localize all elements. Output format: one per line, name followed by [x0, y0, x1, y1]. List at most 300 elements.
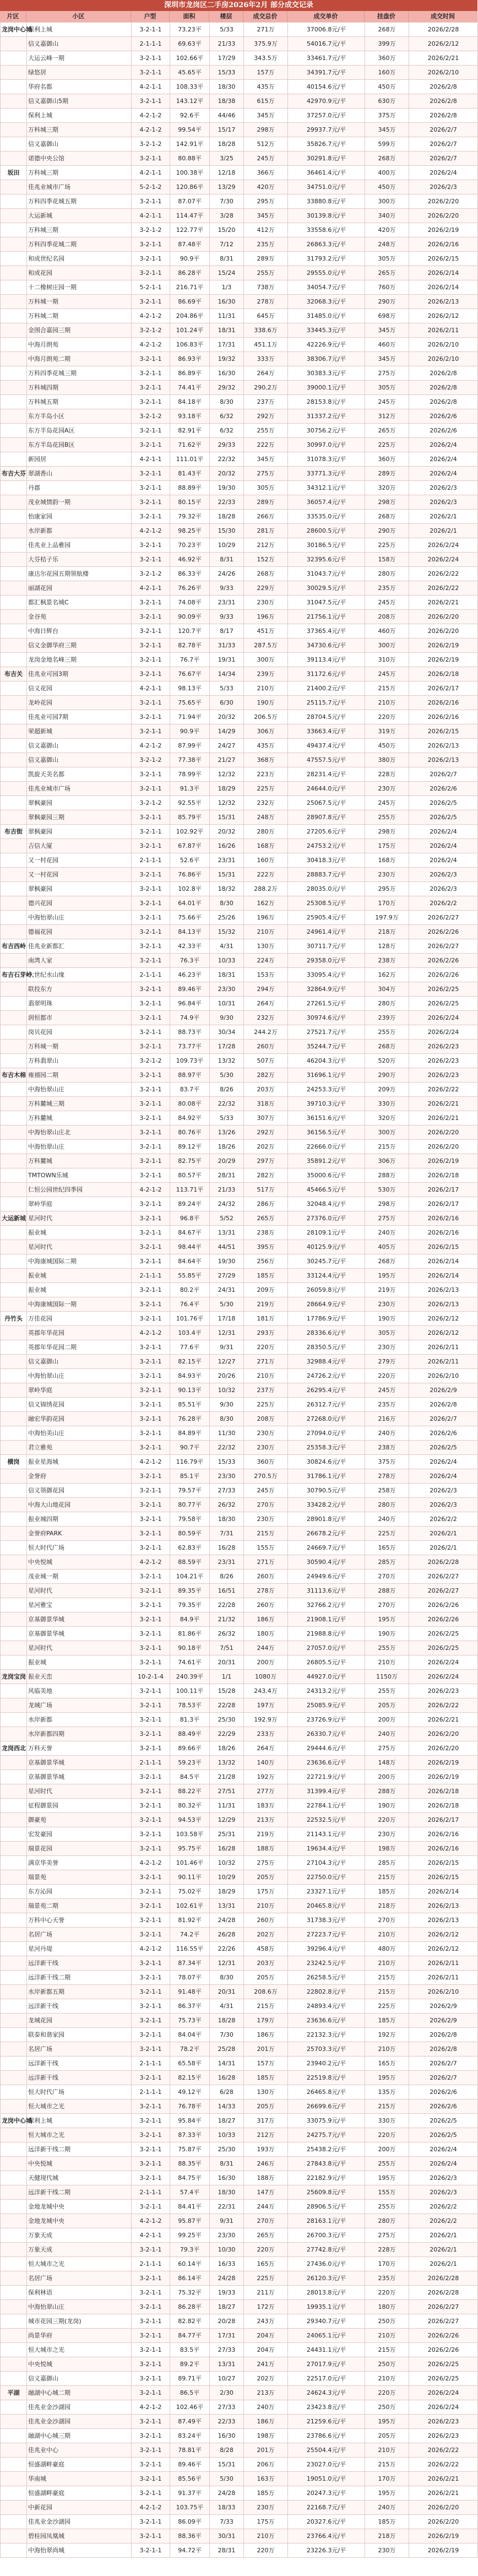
table-cell: 4-2-1-1 [132, 681, 170, 696]
table-cell: 271万 [244, 1555, 288, 1570]
table-cell: 186万 [244, 2028, 288, 2042]
table-cell: 2026/2/20 [409, 1741, 478, 1756]
table-cell: 255万 [244, 424, 288, 438]
table-cell: 31786.1元/平 [288, 1469, 365, 1484]
table-row [1, 825, 478, 839]
table-row [1, 424, 478, 438]
table-cell: 27521.7元/平 [288, 1025, 365, 1040]
table-cell: 88.35平 [170, 2157, 210, 2171]
table-cell [1, 266, 27, 280]
table-cell: 3-2-1-1 [132, 438, 170, 452]
table-cell: 195万 [365, 2415, 409, 2429]
table-cell: 102.92平 [170, 825, 210, 839]
table-cell [1, 2057, 27, 2071]
table-cell: 3-2-1-1 [132, 23, 170, 37]
table-cell: 20/32 [210, 825, 244, 839]
table-cell [1, 1856, 27, 1870]
table-cell: 255万 [365, 2157, 409, 2171]
table-cell: 82.91平 [170, 424, 210, 438]
table-cell: 80.77平 [170, 1498, 210, 1512]
table-row [1, 724, 478, 739]
table-cell [1, 2486, 27, 2501]
table-cell: 22/28 [210, 1598, 244, 1612]
table-cell: 21/32 [210, 1612, 244, 1627]
table-cell: 205万 [244, 2099, 288, 2114]
table-cell: 4-2-1-1 [132, 452, 170, 467]
table-cell: 89.71平 [170, 2372, 210, 2386]
table-row [1, 1698, 478, 1713]
table-cell: 15/30 [210, 524, 244, 538]
table-cell: 2026/2/1 [409, 524, 478, 538]
table-cell: 82.15平 [170, 1355, 210, 1369]
table-cell: 29358.0元/平 [288, 954, 365, 968]
table-cell: 恒大城市之光 [27, 2099, 132, 2114]
table-row [1, 2286, 478, 2300]
table-cell: 27104.3元/平 [288, 1856, 365, 1870]
table-cell: 3-2-1-1 [132, 151, 170, 166]
table-cell: 292万 [244, 1125, 288, 1140]
table-cell: 19/33 [210, 2286, 244, 2300]
table-cell: 康达尔花园五期领航楼 [27, 567, 132, 581]
table-cell: 星河雅宝 [27, 1598, 132, 1612]
table-cell: 54016.7元/平 [288, 37, 365, 51]
table-cell: 3-2-1-1 [132, 1770, 170, 1784]
table-cell: 2-1-1-1 [132, 2085, 170, 2099]
table-cell: 3-2-1-1 [132, 896, 170, 911]
table-cell [1, 2243, 27, 2257]
table-cell: 268万 [365, 510, 409, 524]
table-cell: 京基御景华城 [27, 1770, 132, 1784]
table-cell: 中新花园 [27, 2501, 132, 2515]
table-cell: 2026/2/3 [409, 481, 478, 495]
table-cell: 192万 [365, 2028, 409, 2042]
table-row [1, 438, 478, 452]
table-cell: 26120.3元/平 [288, 2271, 365, 2286]
table-cell: 中海怡翠山庄 [27, 1083, 132, 1097]
table-cell: 2026/2/21 [409, 2472, 478, 2486]
table-cell: 8/30 [210, 1971, 244, 1985]
table-cell: 202万 [244, 1928, 288, 1942]
table-cell: 2026/2/4 [409, 825, 478, 839]
table-cell: 25115.7元/平 [288, 696, 365, 710]
table-cell [1, 1040, 27, 1054]
table-cell: 288万 [365, 1168, 409, 1183]
table-cell [1, 1713, 27, 1727]
table-row [1, 2114, 478, 2128]
table-cell: 丹竹头 [1, 1312, 27, 1326]
table-cell: 213万 [244, 2386, 288, 2400]
table-row [1, 1426, 478, 1441]
table-cell: 3-2-1-1 [132, 2472, 170, 2486]
table-cell: 197万 [244, 1698, 288, 1713]
table-cell: 193万 [244, 2142, 288, 2157]
table-cell: 4/31 [210, 1999, 244, 2014]
table-cell: 2026/2/4 [409, 452, 478, 467]
table-cell: 3-2-1-1 [132, 1240, 170, 1254]
table-cell: 10-2-1-4 [132, 1670, 170, 1684]
table-cell: 吉信大厦 [27, 839, 132, 853]
table-row [1, 739, 478, 753]
table-cell: 240万 [365, 1512, 409, 1527]
table-cell: 240.39平 [170, 1670, 210, 1684]
table-cell [1, 638, 27, 653]
table-cell: 17/31 [210, 2329, 244, 2343]
table-cell [1, 2200, 27, 2214]
table-cell: 255万 [365, 1641, 409, 1655]
table-cell: 185万 [244, 2486, 288, 2501]
table-row [1, 1584, 478, 1598]
table-cell: 90.9平 [170, 724, 210, 739]
table-cell: 458万 [244, 1942, 288, 1956]
table-row [1, 696, 478, 710]
table-cell: 298万 [365, 1197, 409, 1211]
table-cell [1, 1426, 27, 1441]
table-row [1, 2214, 478, 2228]
table-row [1, 1570, 478, 1584]
table-cell: 31113.6元/平 [288, 1584, 365, 1598]
table-cell: 3-2-1-1 [132, 1312, 170, 1326]
table-cell: 名居广场 [27, 1928, 132, 1942]
table-cell: 4-2-1-2 [132, 1555, 170, 1570]
table-cell: 万科城三期 [27, 166, 132, 180]
table-cell: 18/30 [210, 80, 244, 94]
table-cell: 4-2-1-1 [132, 581, 170, 596]
table-cell: 2026/2/14 [409, 1254, 478, 1269]
table-cell: 74.9平 [170, 1011, 210, 1025]
table-cell: 238万 [244, 1226, 288, 1240]
table-cell: 2026/2/23 [409, 1054, 478, 1068]
table-cell [1, 1226, 27, 1240]
table-cell: 268万 [365, 23, 409, 37]
table-cell: 2026/2/15 [409, 1856, 478, 1870]
table-cell: 345万 [244, 452, 288, 467]
table-cell: 7/30 [210, 194, 244, 209]
table-cell: 3-2-1-1 [132, 1612, 170, 1627]
table-cell: 3-2-1-1 [132, 94, 170, 109]
table-cell: 10/27 [210, 2372, 244, 2386]
table-cell [1, 925, 27, 939]
table-cell: 90.09平 [170, 610, 210, 624]
table-cell: 布吉石芽岭 [1, 968, 27, 982]
table-cell: 3-2-1-1 [132, 2429, 170, 2443]
table-cell: 28350.5元/平 [288, 1340, 365, 1355]
table-cell [1, 1942, 27, 1956]
table-cell: 24644.0元/平 [288, 782, 365, 796]
table-cell: 148万 [365, 1756, 409, 1770]
table-cell: 3-2-1-1 [132, 1484, 170, 1498]
table-cell: 3-2-1-1 [132, 1641, 170, 1655]
table-cell: 232万 [244, 1011, 288, 1025]
table-row [1, 1197, 478, 1211]
table-cell: 28664.9元/平 [288, 1297, 365, 1312]
table-cell: 21756.1元/平 [288, 610, 365, 624]
table-cell [1, 1756, 27, 1770]
table-cell: 128万 [365, 939, 409, 954]
table-cell: 2026/2/5 [409, 1441, 478, 1455]
table-cell: 225万 [365, 1527, 409, 1541]
table-row [1, 653, 478, 667]
table-cell: 3-2-1-1 [132, 1412, 170, 1426]
table-cell: 290万 [365, 524, 409, 538]
table-cell: 3-2-1-1 [132, 1684, 170, 1698]
table-cell: 47557.5元/平 [288, 753, 365, 767]
table-cell: 3-2-1-1 [132, 2343, 170, 2357]
table-cell: 195万 [365, 2071, 409, 2085]
table-cell [1, 352, 27, 366]
table-cell [1, 194, 27, 209]
table-row [1, 1727, 478, 1741]
table-cell: 220万 [365, 710, 409, 724]
table-cell: 80.57平 [170, 1168, 210, 1183]
table-cell: 27017.9元/平 [288, 2357, 365, 2372]
table-cell: 102.8平 [170, 882, 210, 896]
table-cell: 165万 [365, 2057, 409, 2071]
table-cell: 343.5万 [244, 51, 288, 66]
table-cell: 3-2-1-1 [132, 1140, 170, 1154]
table-cell: 26/32 [210, 1627, 244, 1641]
column-header: 小区 [26, 11, 131, 22]
table-cell: 2026/2/11 [409, 1355, 478, 1369]
table-cell: 3-2-1-1 [132, 1913, 170, 1928]
table-cell: 23327.1元/平 [288, 1885, 365, 1899]
table-cell: 2026/2/7 [409, 123, 478, 137]
table-cell: 210万 [244, 1899, 288, 1913]
table-cell: 2026/2/13 [409, 753, 478, 767]
table-cell: 412万 [244, 223, 288, 237]
table-cell: 220万 [365, 1369, 409, 1383]
table-row [1, 667, 478, 681]
table-cell: 162万 [244, 896, 288, 911]
table-cell [1, 1770, 27, 1784]
table-cell: 4-2-1-1 [132, 166, 170, 180]
table-row [1, 280, 478, 295]
table-cell: 30756.2元/平 [288, 424, 365, 438]
table-cell: 108.33平 [170, 80, 210, 94]
table-cell: 26699.6元/平 [288, 2099, 365, 2114]
table-cell: 2026/2/18 [409, 667, 478, 681]
table-cell: 2026/2/20 [409, 194, 478, 209]
table-cell [1, 610, 27, 624]
table-cell: 181万 [244, 1312, 288, 1326]
table-row [1, 209, 478, 223]
table-cell: 3-2-1-1 [132, 266, 170, 280]
table-cell: 88.49平 [170, 1727, 210, 1741]
table-cell: 185万 [365, 1885, 409, 1899]
table-cell: 19/30 [210, 1254, 244, 1269]
table-cell: 13/32 [210, 1054, 244, 1068]
table-row [1, 2200, 478, 2214]
table-cell: 2026/2/19 [409, 638, 478, 653]
table-cell: 18/31 [210, 968, 244, 982]
table-row [1, 1111, 478, 1125]
table-cell: 244.2万 [244, 1025, 288, 1040]
table-cell: 270万 [244, 2214, 288, 2228]
table-cell: 2026/2/21 [409, 596, 478, 610]
table-cell: 84.77平 [170, 2329, 210, 2343]
table-cell: 17/28 [210, 1040, 244, 1054]
table-row [1, 2057, 478, 2071]
table-cell: 2026/2/21 [409, 1713, 478, 1727]
table-cell: 京基御景华城 [27, 1627, 132, 1641]
table-cell [1, 581, 27, 596]
table-cell: 2026/2/3 [409, 868, 478, 882]
table-cell [1, 1369, 27, 1383]
table-cell: 16/30 [210, 366, 244, 381]
table-cell: 翠岭华庭 [27, 1383, 132, 1398]
table-cell: 270.5万 [244, 1469, 288, 1484]
table-cell: 23/31 [210, 1555, 244, 1570]
table-cell: 435万 [244, 80, 288, 94]
table-cell [1, 1870, 27, 1885]
table-cell: 2026/2/18 [409, 1799, 478, 1813]
table-cell: 45466.5元/平 [288, 1183, 365, 1197]
table-cell: 88.73平 [170, 1025, 210, 1040]
table-cell: 340万 [365, 209, 409, 223]
table-row [1, 309, 478, 323]
table-cell: 2026/2/13 [409, 1297, 478, 1312]
table-cell: 130万 [244, 2085, 288, 2099]
table-cell: 2026/2/24 [409, 1011, 478, 1025]
table-cell: 2026/2/21 [409, 51, 478, 66]
table-cell: 25703.3元/平 [288, 2042, 365, 2057]
table-cell: 22/33 [210, 495, 244, 510]
table-cell: 82.15平 [170, 2071, 210, 2085]
table-cell: 305万 [365, 252, 409, 266]
table-cell: 3-2-1-2 [132, 409, 170, 424]
table-cell: 203万 [244, 1083, 288, 1097]
table-cell: 275万 [365, 2228, 409, 2243]
table-cell: 2026/2/1 [409, 2243, 478, 2257]
table-cell: 平湖 [1, 2386, 27, 2400]
table-cell: 23423.8元/平 [288, 2400, 365, 2415]
column-header: 成交单价 [287, 11, 365, 22]
table-row [1, 1355, 478, 1369]
table-row [1, 2157, 478, 2171]
table-cell: 30291.8元/平 [288, 151, 365, 166]
table-cell: 114.47平 [170, 209, 210, 223]
table-cell: 2026/2/26 [409, 954, 478, 968]
table-cell: 615万 [244, 94, 288, 109]
table-cell: 245万 [244, 1484, 288, 1498]
table-cell: 2026/2/16 [409, 696, 478, 710]
table-cell: 3-2-1-1 [132, 481, 170, 495]
table-cell: 22519.8元/平 [288, 2071, 365, 2085]
table-cell: 152万 [244, 553, 288, 567]
table-cell: 198万 [365, 1842, 409, 1856]
table-cell: 39296.4元/平 [288, 1942, 365, 1956]
table-cell: 风临美地 [27, 1684, 132, 1698]
table-cell: 33124.4元/平 [288, 1269, 365, 1283]
table-cell: 万科城四期 [27, 381, 132, 395]
table-row [1, 2085, 478, 2099]
table-cell: 18/26 [210, 1140, 244, 1154]
table-cell: 73.77平 [170, 1040, 210, 1054]
table-cell: 345万 [365, 123, 409, 137]
table-cell: 21/27 [210, 753, 244, 767]
table-cell: 3-2-1-1 [132, 381, 170, 395]
table-cell: 279万 [365, 1355, 409, 1369]
table-cell: 34312.1元/平 [288, 481, 365, 495]
table-cell: 2026/2/7 [409, 2057, 478, 2071]
table-cell: 104.21平 [170, 1570, 210, 1584]
table-cell: 华南城 [27, 2472, 132, 2486]
table-row [1, 681, 478, 696]
table-cell: 244万 [244, 1641, 288, 1655]
table-cell: 尚景华府 [27, 2329, 132, 2343]
table-cell: 3-2-1-1 [132, 2200, 170, 2214]
table-cell: 153万 [244, 968, 288, 982]
table-cell: 2026/2/5 [409, 810, 478, 825]
table-cell: 280万 [244, 825, 288, 839]
table-cell: 76.3平 [170, 954, 210, 968]
table-cell: 3-2-1-1 [132, 2142, 170, 2157]
table-cell: 91.3平 [170, 782, 210, 796]
table-cell: 3/25 [210, 151, 244, 166]
table-cell: 216万 [365, 1412, 409, 1426]
table-row [1, 1312, 478, 1326]
table-cell: 2026/2/13 [409, 739, 478, 753]
table-cell: 210万 [365, 2042, 409, 2057]
table-cell: 27843.8元/平 [288, 2157, 365, 2171]
table-cell: 5-2-1-1 [132, 280, 170, 295]
table-cell: 3-2-1-1 [132, 1369, 170, 1383]
table-cell: 70.23平 [170, 538, 210, 553]
table-cell: 1/1 [210, 1670, 244, 1684]
table-cell: 27436.0元/平 [288, 2257, 365, 2271]
table-row [1, 2014, 478, 2028]
table-cell: 2026/2/18 [409, 1784, 478, 1799]
table-cell: 3-2-1-1 [132, 1469, 170, 1484]
table-cell: 168万 [244, 839, 288, 853]
table-cell: 2026/2/19 [409, 2529, 478, 2543]
table-cell: 268万 [365, 1254, 409, 1269]
table-cell: 13/26 [210, 1125, 244, 1140]
table-cell [1, 252, 27, 266]
table-cell: 18/27 [210, 2300, 244, 2314]
table-cell: 3-2-1-1 [132, 839, 170, 853]
table-row [1, 2357, 478, 2372]
table-cell [1, 1956, 27, 1971]
table-cell: 20/31 [210, 1655, 244, 1670]
table-cell: 2026/2/19 [409, 1770, 478, 1784]
table-cell: 22784.1元/平 [288, 1799, 365, 1813]
table-cell: 27205.6元/平 [288, 825, 365, 839]
table-row [1, 452, 478, 467]
table-cell: 雍禧园二期 [27, 1068, 132, 1083]
table-row [1, 2228, 478, 2243]
table-cell: 31485.0元/平 [288, 309, 365, 323]
table-cell: 25067.5元/平 [288, 796, 365, 810]
table-cell: 又一村花园 [27, 868, 132, 882]
table-cell: 168万 [365, 853, 409, 868]
table-cell: 20/26 [210, 1369, 244, 1383]
table-cell: 2026/2/3 [409, 180, 478, 194]
table-row [1, 2271, 478, 2286]
table-row [1, 1469, 478, 1484]
table-cell: 3-2-1-1 [132, 982, 170, 997]
table-cell: 万科城三期 [27, 123, 132, 137]
table-cell: 3-2-1-1 [132, 1541, 170, 1555]
table-cell: 71.94平 [170, 710, 210, 724]
table-cell: 23726.9元/平 [288, 1713, 365, 1727]
table-cell: 东方半岛小区 [27, 409, 132, 424]
table-cell: 210万 [365, 2443, 409, 2458]
table-cell: 220万 [365, 2386, 409, 2400]
table-cell: 90.13平 [170, 1383, 210, 1398]
table-cell: 24/26 [210, 567, 244, 581]
table-cell [1, 2515, 27, 2529]
table-cell: 36151.6元/平 [288, 1111, 365, 1125]
